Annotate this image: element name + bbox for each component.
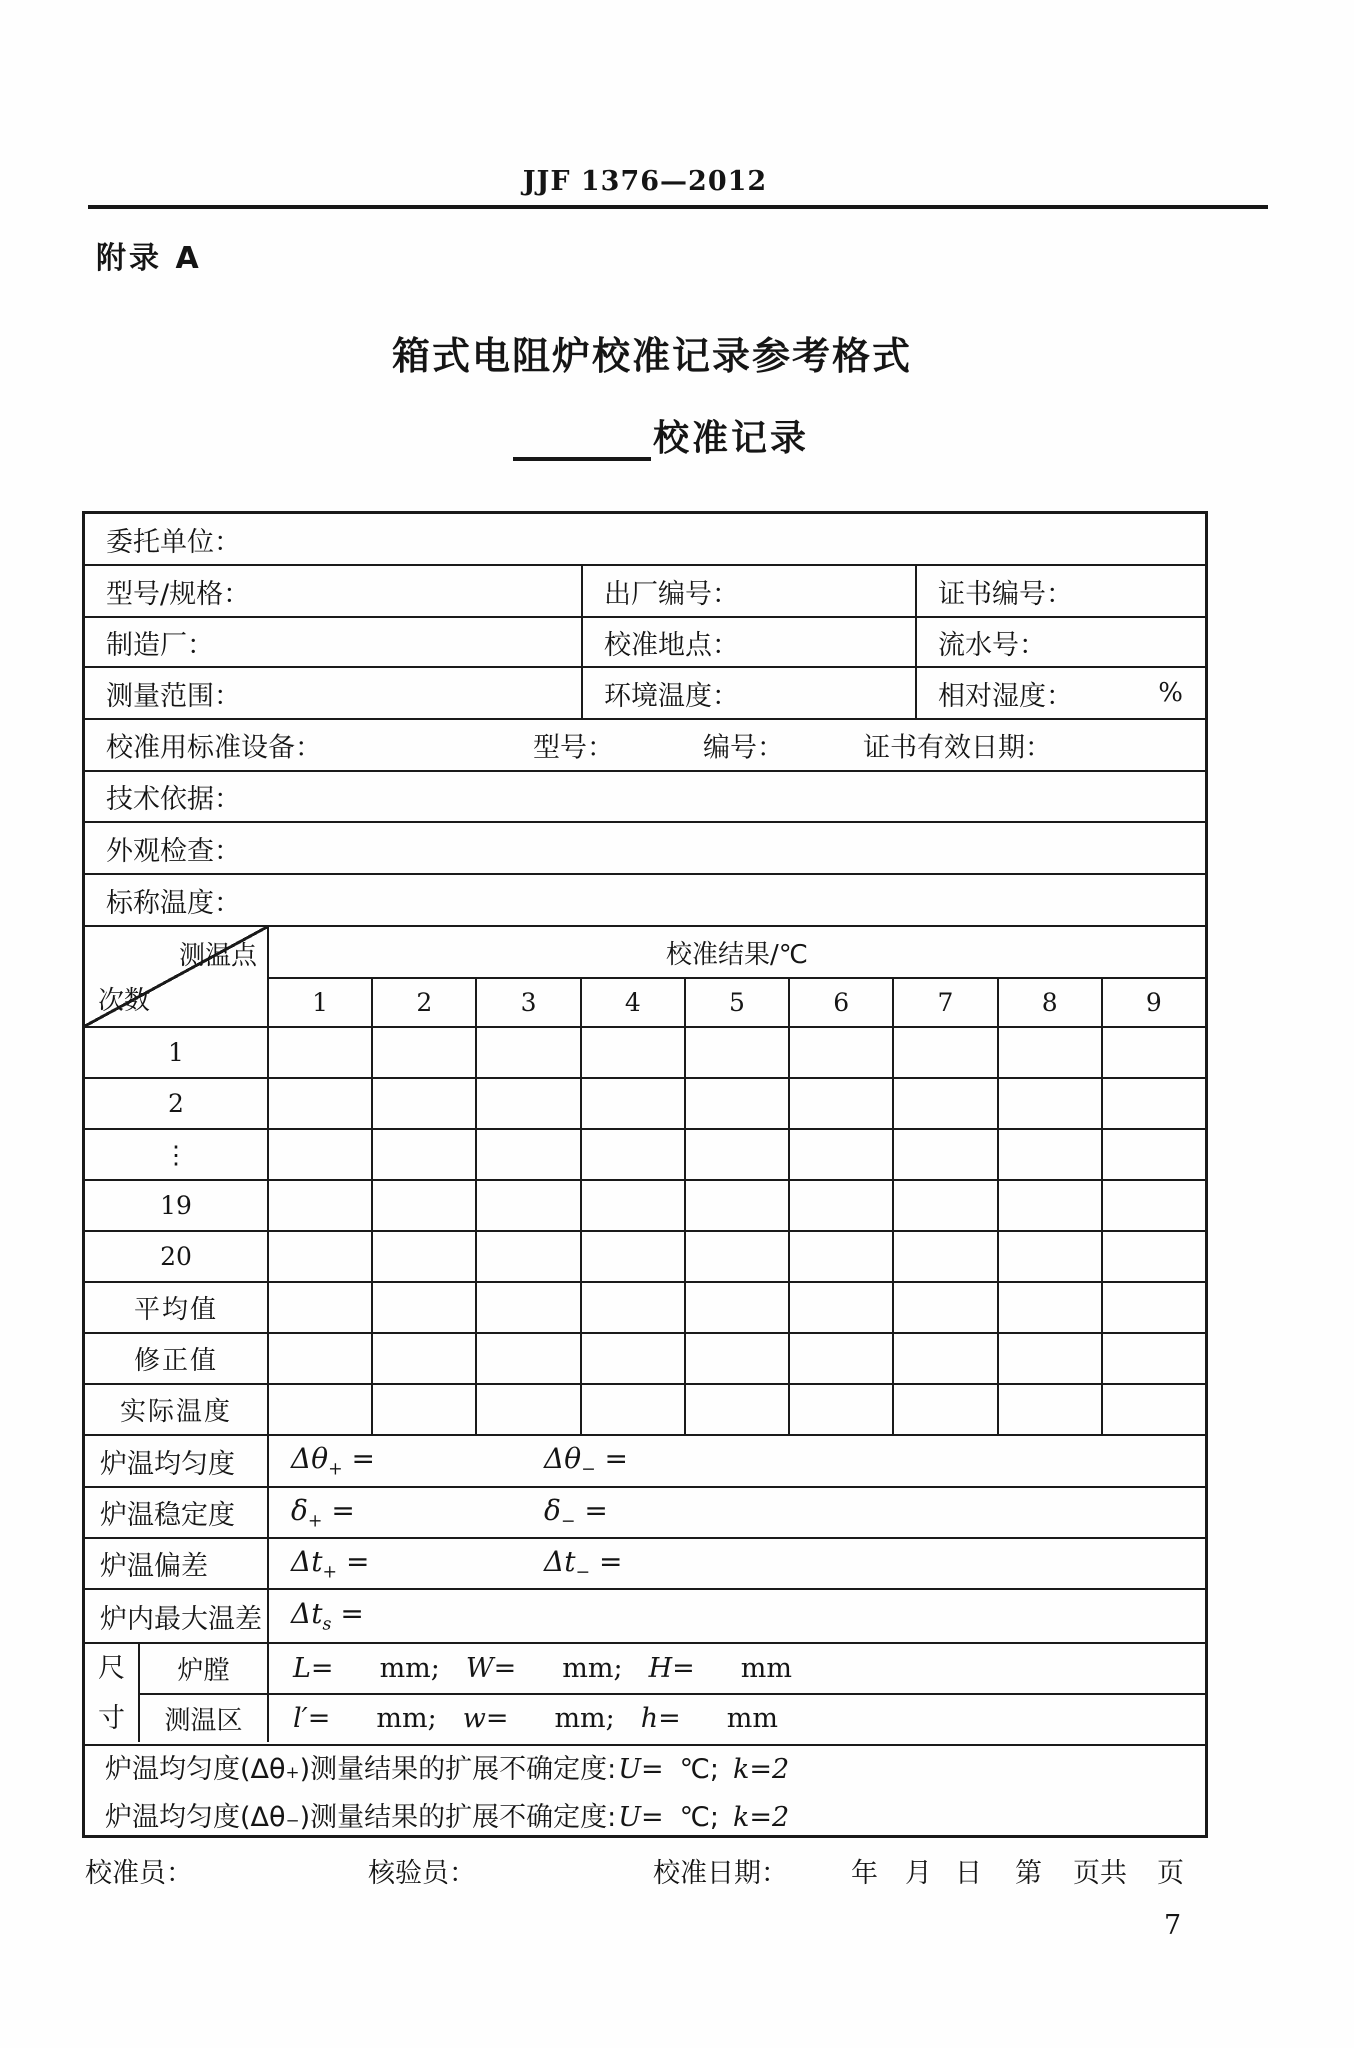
stability-label: 炉温稳定度 (100, 1500, 235, 1531)
uncertainty-section (85, 1744, 1205, 1835)
manufacturer-label: 制造厂： (106, 629, 214, 661)
table-row (85, 1077, 1205, 1128)
grid-cell (788, 1283, 892, 1332)
column-header: 7 (892, 979, 996, 1026)
page-number: 7 (1164, 1910, 1182, 1941)
header-rule (88, 205, 1268, 209)
grid-cell (684, 1181, 788, 1230)
max-difference-values (267, 1590, 1205, 1642)
dimensions-section (85, 1642, 1205, 1744)
subtitle-blank-line (513, 421, 651, 461)
year-label: 年 (851, 1858, 878, 1889)
zone-label: 测温区 (138, 1695, 267, 1742)
grid-cell (371, 1283, 475, 1332)
cavity-dimensions: L= mm; W= mm; H= mm (267, 1644, 1205, 1693)
cal-location-label: 校准地点： (581, 618, 915, 666)
grid-cell (892, 1079, 996, 1128)
serial-no-label: 流水号： (915, 618, 1205, 666)
nominal-temp-label: 标称温度： (106, 887, 241, 919)
range-label: 测量范围： (106, 680, 241, 712)
column-header: 5 (684, 979, 788, 1026)
calibration-date-label: 校准日期： (653, 1858, 788, 1889)
grid-cell (892, 1181, 996, 1230)
table-row (85, 1128, 1205, 1179)
grid-cell (580, 1079, 684, 1128)
formula: $\Delta t_+$ = (291, 1544, 370, 1583)
deviation-values (267, 1539, 1205, 1588)
formula: $\delta_+$ = (291, 1493, 355, 1532)
row-manufacturer (85, 616, 1205, 666)
calibration-result-header: 校准结果/℃ (666, 939, 808, 970)
grid-cell (475, 1028, 579, 1077)
row-visual-check (85, 821, 1205, 873)
grid-cell (475, 1232, 579, 1281)
grid-cell (997, 1232, 1101, 1281)
formula: $\Delta\theta_-$ = (544, 1442, 628, 1480)
grid-cell (892, 1028, 996, 1077)
grid-cell (997, 1079, 1101, 1128)
grid-cell (580, 1334, 684, 1383)
grid-cell (371, 1385, 475, 1434)
humidity-label (915, 668, 1205, 718)
grid-cell (684, 1028, 788, 1077)
grid-cell (1101, 1385, 1205, 1434)
page-suffix-label: 页 (1157, 1858, 1184, 1889)
grid-cell (580, 1130, 684, 1179)
grid-cell (580, 1028, 684, 1077)
day-label: 日 (955, 1858, 982, 1889)
grid-cell (371, 1028, 475, 1077)
client-label: 委托单位： (106, 526, 241, 558)
grid-cell (267, 1130, 371, 1179)
grid-cell (1101, 1334, 1205, 1383)
grid-cell (788, 1334, 892, 1383)
row-standard-equipment (85, 718, 1205, 770)
grid-cell (788, 1028, 892, 1077)
grid-cell (475, 1130, 579, 1179)
grid-cell (1101, 1079, 1205, 1128)
row-label: 2 (168, 1089, 184, 1118)
row-furnace-cavity (138, 1644, 1205, 1693)
row-label-average: 平均值 (133, 1295, 218, 1325)
row-deviation (85, 1537, 1205, 1588)
std-model-label: 型号： (533, 732, 614, 764)
humidity-text: 相对湿度： (938, 680, 1073, 712)
formula: $\Delta t_-$ = (544, 1544, 623, 1583)
row-max-difference (85, 1588, 1205, 1642)
row-label-actual-temp: 实际温度 (119, 1397, 232, 1427)
grid-cell (267, 1385, 371, 1434)
std-no-label: 编号： (703, 732, 784, 764)
column-header: 6 (788, 979, 892, 1026)
grid-cell (892, 1385, 996, 1434)
grid-header-right (267, 927, 1205, 1026)
grid-cell (684, 1130, 788, 1179)
grid-cell (997, 1028, 1101, 1077)
row-nominal-temp (85, 873, 1205, 925)
grid-cell (267, 1028, 371, 1077)
grid-cell (371, 1334, 475, 1383)
row-label-correction: 修正值 (133, 1346, 218, 1376)
row-measuring-zone (138, 1693, 1205, 1742)
grid-cell (997, 1130, 1101, 1179)
grid-cell (997, 1283, 1101, 1332)
grid-cell (580, 1283, 684, 1332)
grid-cell (267, 1232, 371, 1281)
uncertainty-line-positive: 炉温均匀度(Δθ $_+$ )测量结果的扩展不确定度: U= ℃; k=2 (105, 1753, 790, 1785)
std-equipment-label: 校准用标准设备： (106, 732, 322, 764)
column-header: 4 (580, 979, 684, 1026)
grid-cell (267, 1283, 371, 1332)
grid-cell (267, 1181, 371, 1230)
row-model (85, 564, 1205, 616)
grid-cell (1101, 1283, 1205, 1332)
row-client (85, 514, 1205, 564)
grid-cell (788, 1181, 892, 1230)
cavity-label: 炉膛 (138, 1644, 267, 1693)
month-label: 月 (905, 1858, 932, 1889)
column-header: 9 (1101, 979, 1205, 1026)
grid-cell (788, 1130, 892, 1179)
table-row (85, 1230, 1205, 1281)
reviewer-label: 核验员： (368, 1858, 476, 1889)
formula: $\delta_-$ = (544, 1493, 608, 1532)
grid-cell (580, 1181, 684, 1230)
grid-column-numbers (269, 977, 1205, 1026)
table-row (85, 1281, 1205, 1332)
grid-cell (997, 1334, 1101, 1383)
calibration-form-table (82, 511, 1208, 1838)
grid-cell (892, 1334, 996, 1383)
appendix-label: 附录 A (96, 241, 202, 276)
grid-cell (788, 1079, 892, 1128)
grid-corner-cell (85, 927, 267, 1026)
grid-cell (580, 1385, 684, 1434)
grid-cell (371, 1181, 475, 1230)
grid-cell (475, 1385, 579, 1434)
calibrator-label: 校准员： (85, 1858, 193, 1889)
grid-cell (892, 1232, 996, 1281)
document-title: 箱式电阻炉校准记录参考格式 (391, 334, 912, 378)
humidity-unit: % (1158, 678, 1183, 708)
corner-label-measure-point: 测温点 (178, 941, 257, 971)
table-row (85, 1332, 1205, 1383)
grid-cell (475, 1181, 579, 1230)
grid-cell (1101, 1232, 1205, 1281)
row-label: 19 (160, 1191, 192, 1220)
grid-cell (475, 1334, 579, 1383)
record-subtitle (513, 410, 809, 461)
doc-code: JJF 1376—2012 (522, 166, 768, 197)
model-label: 型号/规格： (106, 578, 251, 610)
uniformity-values (267, 1436, 1205, 1486)
grid-cell (580, 1232, 684, 1281)
column-header: 1 (312, 988, 329, 1017)
grid-cell (684, 1232, 788, 1281)
cert-no-label: 证书编号： (915, 566, 1205, 616)
dimensions-group-label: 尺寸 (98, 1653, 125, 1734)
visual-check-label: 外观检查： (106, 835, 241, 867)
row-label: 1 (168, 1038, 184, 1067)
grid-cell (684, 1079, 788, 1128)
column-header: 3 (475, 979, 579, 1026)
grid-cell (892, 1130, 996, 1179)
tech-basis-label: 技术依据： (106, 784, 241, 815)
deviation-label: 炉温偏差 (100, 1551, 208, 1582)
grid-cell (684, 1385, 788, 1434)
grid-cell (1101, 1130, 1205, 1179)
factory-no-label: 出厂编号： (581, 566, 915, 616)
row-label: ⋮ (163, 1140, 189, 1169)
column-header: 2 (371, 979, 475, 1026)
grid-cell (267, 1334, 371, 1383)
row-tech-basis (85, 770, 1205, 821)
uniformity-label: 炉温均匀度 (100, 1448, 235, 1480)
dimensions-rows (138, 1644, 1205, 1744)
row-uniformity (85, 1434, 1205, 1486)
grid-cell (371, 1232, 475, 1281)
ambient-temp-label: 环境温度： (581, 668, 915, 718)
grid-cell (788, 1232, 892, 1281)
grid-cell (997, 1385, 1101, 1434)
grid-cell (997, 1181, 1101, 1230)
page-mid-label: 页共 (1073, 1858, 1127, 1889)
grid-cell (892, 1283, 996, 1332)
grid-cell (475, 1079, 579, 1128)
column-header: 8 (997, 979, 1101, 1026)
grid-cell (267, 1079, 371, 1128)
grid-cell (684, 1334, 788, 1383)
zone-dimensions: l′= mm; w= mm; h= mm (267, 1695, 1205, 1742)
subtitle-text: 校准记录 (653, 418, 810, 459)
table-row (85, 1026, 1205, 1077)
grid-cell (371, 1130, 475, 1179)
grid-header (85, 925, 1205, 1026)
max-difference-label: 炉内最大温差 (100, 1603, 262, 1635)
page-prefix-label: 第 (1015, 1858, 1042, 1889)
corner-label-run-number: 次数 (98, 986, 151, 1016)
table-row (85, 1383, 1205, 1434)
row-range (85, 666, 1205, 718)
grid-cell (684, 1283, 788, 1332)
grid-cell (1101, 1181, 1205, 1230)
table-row (85, 1179, 1205, 1230)
row-stability (85, 1486, 1205, 1537)
uncertainty-line-negative: 炉温均匀度(Δθ $_-$ )测量结果的扩展不确定度: U= ℃; k=2 (105, 1801, 790, 1833)
row-label: 20 (160, 1242, 192, 1271)
grid-cell (1101, 1028, 1205, 1077)
grid-cell (475, 1283, 579, 1332)
cert-valid-label: 证书有效日期： (863, 732, 1052, 764)
grid-cell (788, 1385, 892, 1434)
formula: $\Delta\theta_+$ = (291, 1442, 375, 1480)
formula: $\Delta t_s$ = (291, 1597, 364, 1635)
grid-cell (371, 1079, 475, 1128)
stability-values (267, 1488, 1205, 1537)
